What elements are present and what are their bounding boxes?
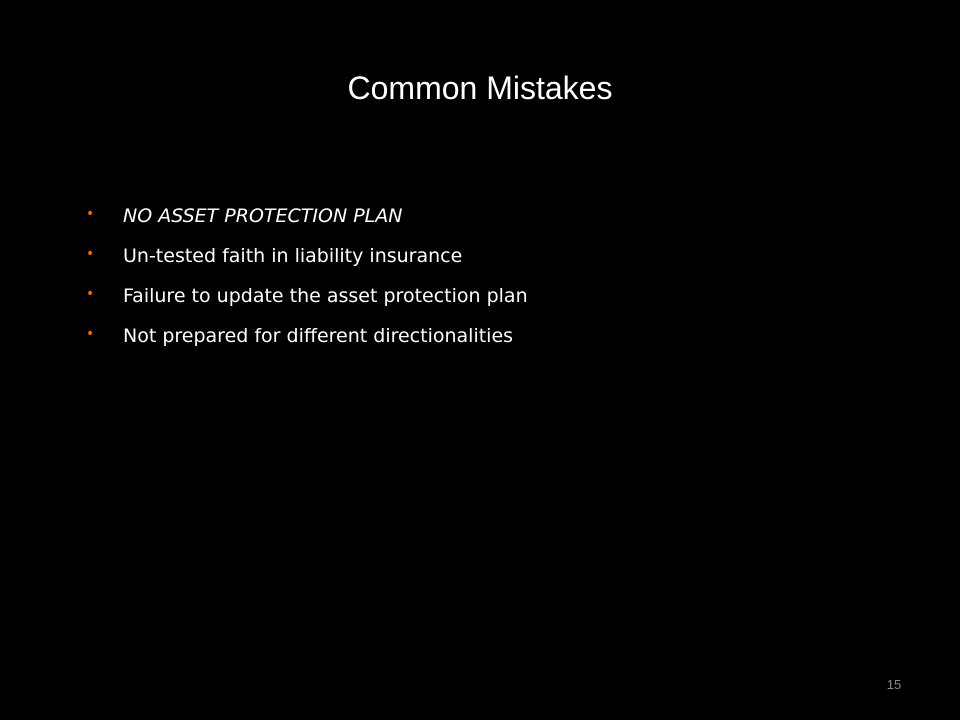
bullet-text: Not prepared for different directionalities <box>123 325 514 347</box>
page-number: 15 <box>886 677 902 692</box>
bullet-item <box>86 236 886 276</box>
bullet-item <box>86 316 886 356</box>
bullet-text: NO ASSET PROTECTION PLAN <box>123 205 403 227</box>
bullet-dot-icon: • <box>86 206 95 222</box>
bullet-item <box>86 276 886 316</box>
bullet-list <box>86 196 886 356</box>
bullet-text: Failure to update the asset protection plan <box>123 285 528 307</box>
bullet-dot-icon: • <box>86 286 95 302</box>
bullet-dot-icon: • <box>86 246 95 262</box>
bullet-item <box>86 196 886 236</box>
bullet-dot-icon: • <box>86 326 95 342</box>
bullet-text: Un-tested faith in liability insurance <box>123 245 463 267</box>
slide-title: Common Mistakes <box>347 70 613 106</box>
